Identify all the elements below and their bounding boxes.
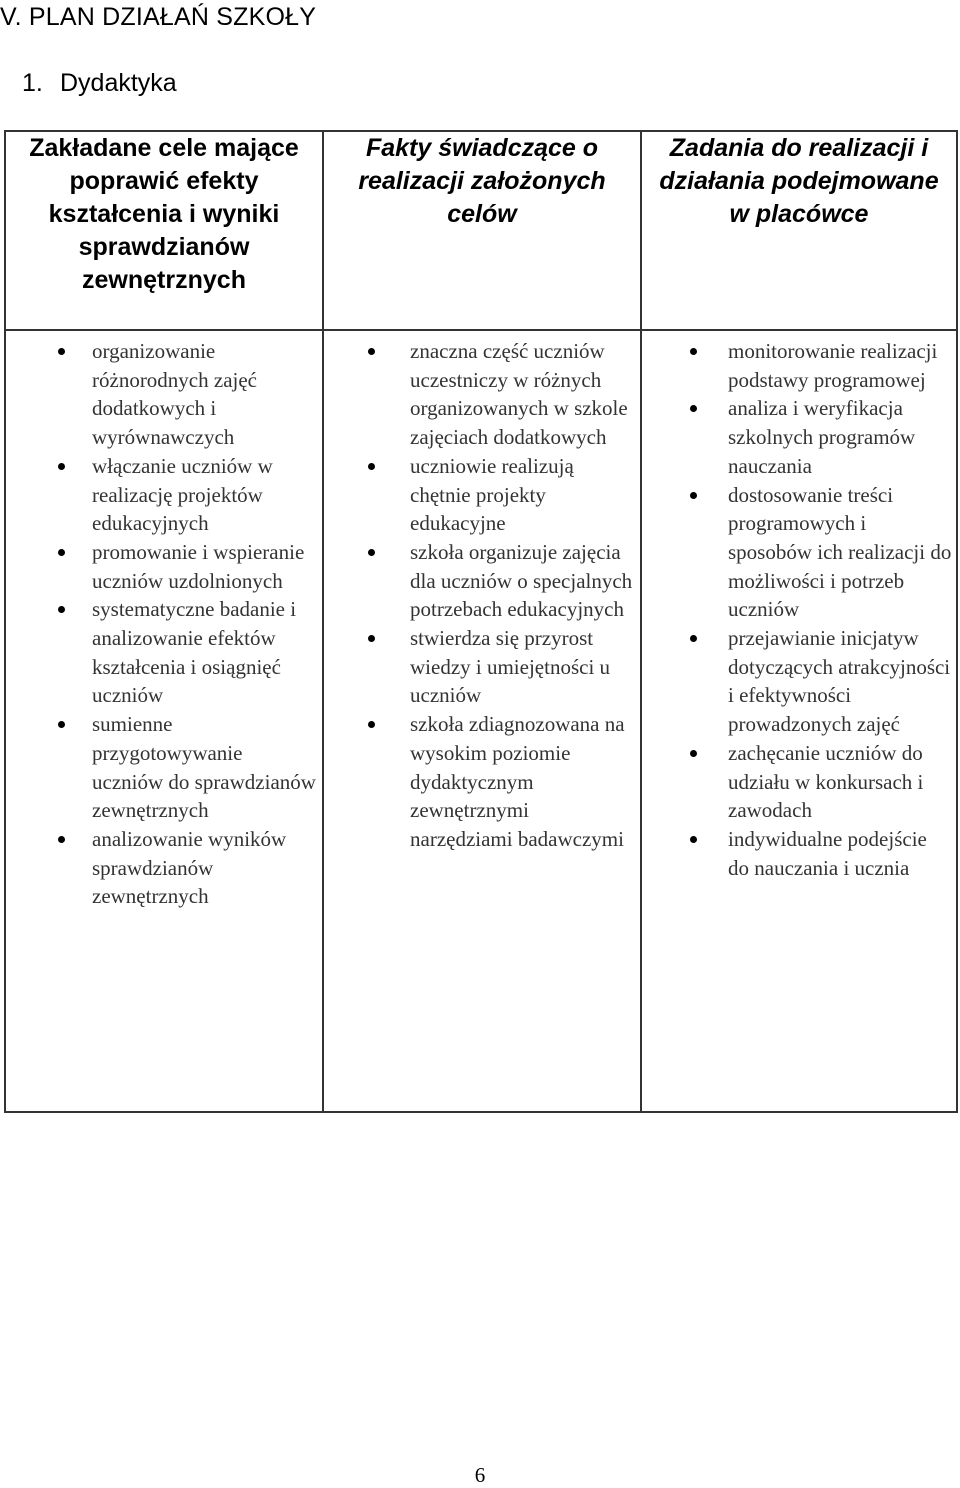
bullet-icon (690, 836, 697, 843)
bullet-icon (690, 348, 697, 355)
facts-cell (323, 330, 641, 1112)
bullet-icon (368, 463, 375, 470)
list-item: analizowanie wyników sprawdzianów zewnętrznych (6, 825, 322, 911)
list-item: indywidualne podejście do nauczania i ucznia (642, 825, 956, 882)
goals-cell (5, 330, 323, 1112)
section-title: V. PLAN DZIAŁAŃ SZKOŁY (0, 3, 317, 31)
list-item: szkoła organizuje zajęcia dla uczniów o specjalnych potrzebach edukacyjnych (324, 538, 640, 624)
header-tasks (641, 131, 957, 330)
bullet-icon (58, 463, 65, 470)
header-goals-text: Zakładane cele mające poprawić efekty kształcenia i wyniki sprawdzianów zewnętrznych (29, 134, 299, 294)
bullet-icon (368, 348, 375, 355)
bullet-icon (368, 721, 375, 728)
bullet-icon (58, 836, 65, 843)
bullet-icon (58, 721, 65, 728)
bullet-icon (690, 405, 697, 412)
header-goals (5, 131, 323, 330)
list-item: uczniowie realizują chętnie projekty edukacyjne (324, 452, 640, 538)
list-item: monitorowanie realizacji podstawy programowej (642, 337, 956, 394)
subsection-number: 1. (22, 69, 43, 97)
header-facts (323, 131, 641, 330)
subsection-heading (22, 68, 177, 98)
list-item: włączanie uczniów w realizację projektów edukacyjnych (6, 452, 322, 538)
plan-table (4, 130, 958, 1113)
list-item: dostosowanie treści programowych i sposobów ich realizacji do możliwości i potrzeb uczniów (642, 481, 956, 625)
page-number: 6 (474, 1463, 486, 1487)
bullet-icon (58, 348, 65, 355)
list-item: promowanie i wspieranie uczniów uzdolnionych (6, 538, 322, 595)
tasks-cell (641, 330, 957, 1112)
list-item: systematyczne badanie i analizowanie efektów kształcenia i osiągnięć uczniów (6, 595, 322, 710)
list-item: przejawianie inicjatyw dotyczących atrakcyjności i efektywności prowadzonych zajęć (642, 624, 956, 739)
bullet-icon (58, 549, 65, 556)
bullet-icon (58, 606, 65, 613)
header-facts-text: Fakty świadczące o realizacji założonych celów (358, 134, 606, 228)
header-tasks-text: Zadania do realizacji i działania podejmowane w placówce (659, 134, 939, 228)
bullet-icon (690, 492, 697, 499)
bullet-icon (368, 549, 375, 556)
tasks-list (642, 331, 956, 882)
list-item: szkoła zdiagnozowana na wysokim poziomie dydaktycznym zewnętrznymi narzędziami badawczymi (324, 710, 640, 854)
list-item: sumienne przygotowywanie uczniów do sprawdzianów zewnętrznych (6, 710, 322, 825)
bullet-icon (690, 750, 697, 757)
bullet-icon (690, 635, 697, 642)
list-item: stwierdza się przyrost wiedzy i umiejętności u uczniów (324, 624, 640, 710)
list-item: znaczna część uczniów uczestniczy w różnych organizowanych w szkole zajęciach dodatkowych (324, 337, 640, 452)
table-body-row (5, 330, 957, 1112)
table-header-row (5, 131, 957, 330)
bullet-icon (368, 635, 375, 642)
list-item: zachęcanie uczniów do udziału w konkursach i zawodach (642, 739, 956, 825)
facts-list (324, 331, 640, 854)
goals-list (6, 331, 322, 911)
list-item: organizowanie różnorodnych zajęć dodatkowych i wyrównawczych (6, 337, 322, 452)
subsection-title: Dydaktyka (60, 69, 177, 97)
list-item: analiza i weryfikacja szkolnych programów nauczania (642, 394, 956, 480)
